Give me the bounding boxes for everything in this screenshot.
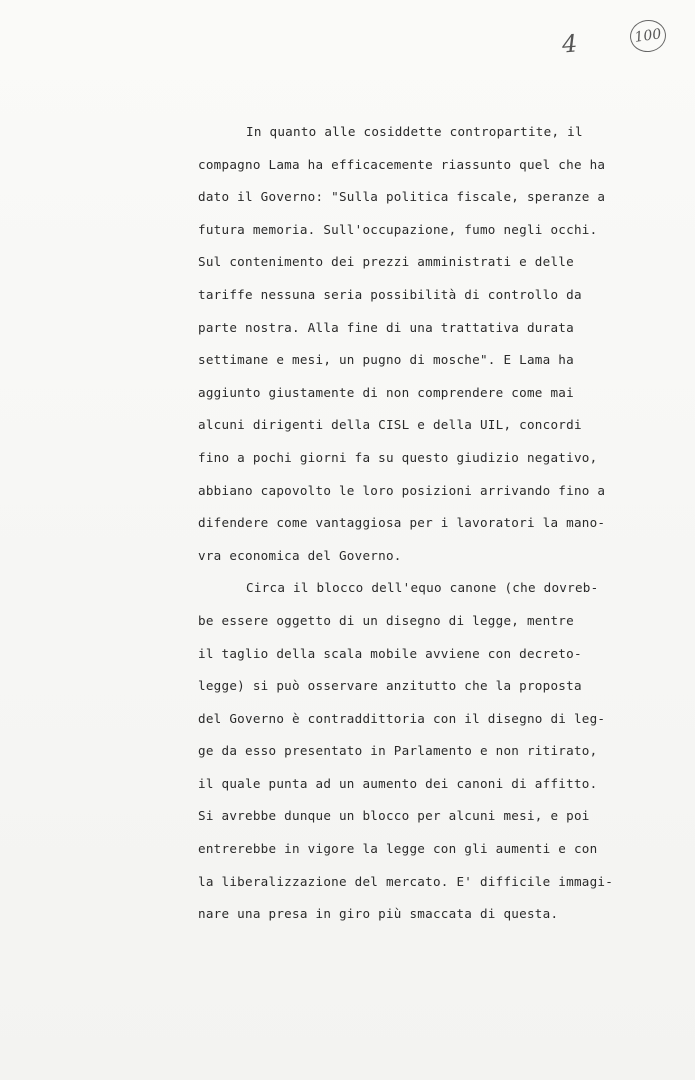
text-line: abbiano capovolto le loro posizioni arrivando fino a [198, 482, 606, 498]
text-line: Sul contenimento dei prezzi amministrati e delle [198, 254, 574, 270]
text-line: il quale punta ad un aumento dei canoni di affitto. [198, 775, 598, 791]
text-line: alcuni dirigenti della CISL e della UIL, concordi [198, 417, 582, 433]
text-line: entrerebbe in vigore la legge con gli aumenti e con [198, 841, 598, 857]
circled-page-number: 100 [628, 18, 668, 55]
handwritten-page-number: 4 [561, 29, 579, 59]
text-line: fino a pochi giorni fa su questo giudizio negativo, [198, 449, 598, 465]
body-text [198, 116, 614, 931]
text-line: nare una presa in giro più smaccata di questa. [198, 906, 559, 922]
text-line: ge da esso presentato in Parlamento e non ritirato, [198, 743, 598, 759]
text-line: futura memoria. Sull'occupazione, fumo negli occhi. [198, 221, 598, 237]
text-line: settimane e mesi, un pugno di mosche". E Lama ha [198, 352, 574, 368]
text-line: compagno Lama ha efficacemente riassunto quel che ha [198, 156, 606, 172]
text-line: Circa il blocco dell'equo canone (che dovreb- [246, 580, 599, 596]
text-line: parte nostra. Alla fine di una trattativa durata [198, 319, 574, 335]
text-line: be essere oggetto di un disegno di legge, mentre [198, 612, 574, 628]
text-line: il taglio della scala mobile avviene con decreto- [198, 645, 582, 661]
text-line: legge) si può osservare anzitutto che la proposta [198, 678, 582, 694]
text-line: dato il Governo: "Sulla politica fiscale, speranze a [198, 189, 606, 205]
text-line: Si avrebbe dunque un blocco per alcuni mesi, e poi [198, 808, 590, 824]
text-line: tariffe nessuna seria possibilità di controllo da [198, 286, 582, 302]
text-line: del Governo è contraddittoria con il disegno di leg- [198, 710, 606, 726]
text-line: la liberalizzazione del mercato. E' difficile immagi- [198, 873, 614, 889]
text-line: difendere come vantaggiosa per i lavoratori la mano- [198, 515, 606, 531]
text-line: aggiunto giustamente di non comprendere come mai [198, 384, 574, 400]
text-line: In quanto alle cosiddette contropartite, il [246, 124, 583, 139]
text-line: vra economica del Governo. [198, 547, 402, 563]
